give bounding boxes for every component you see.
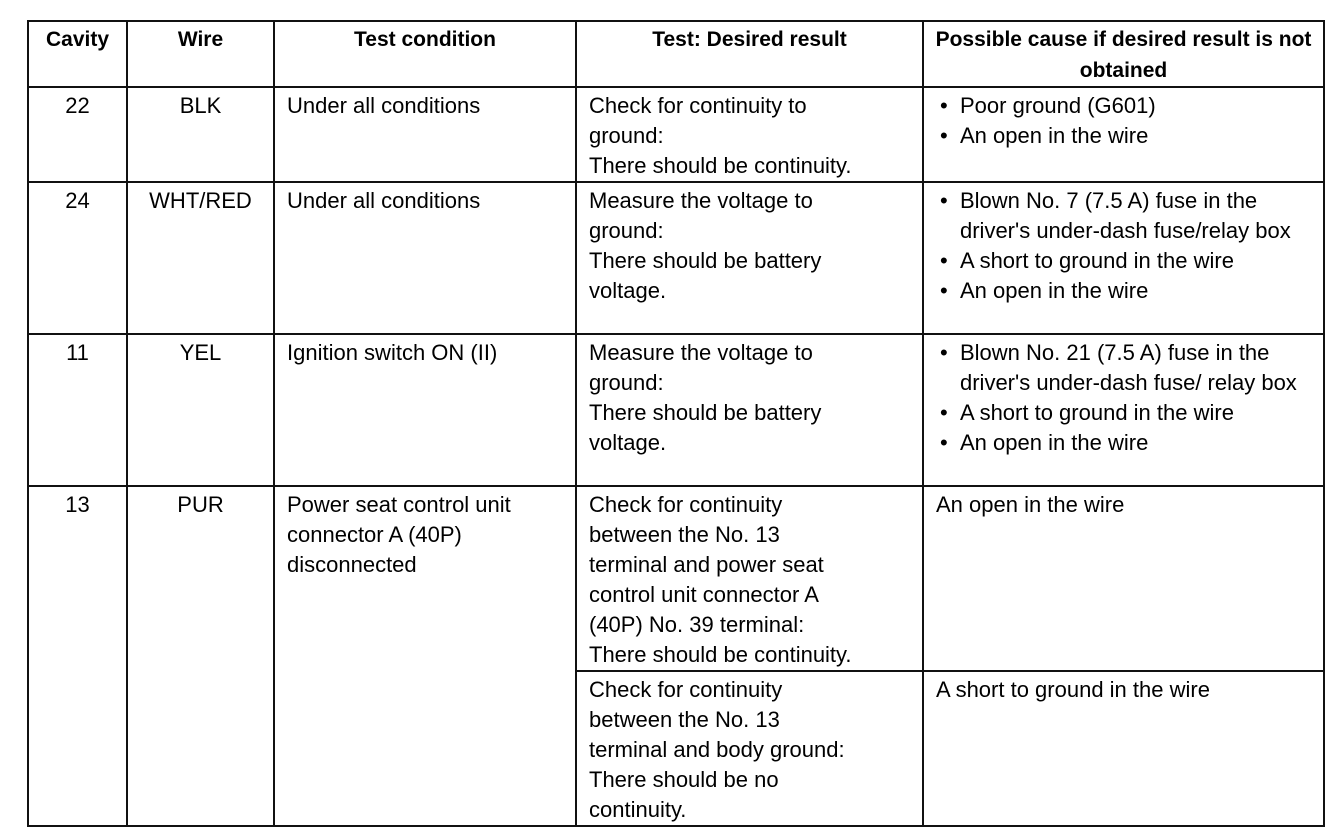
cavity-cell: 24 <box>28 182 127 334</box>
result-cell: Check for continuity to ground: There should be continuity. <box>576 87 923 182</box>
header-desired-result: Test: Desired result <box>576 21 923 87</box>
cause-item: • A short to ground in the wire <box>936 246 1311 276</box>
wire-cell: YEL <box>127 334 274 486</box>
wire-cell: BLK <box>127 87 274 182</box>
header-possible-cause: Possible cause if desired result is not obtained <box>923 21 1324 87</box>
cause-cell <box>923 182 1324 334</box>
cause-item: • Blown No. 7 (7.5 A) fuse in the driver's under-dash fuse/relay box <box>936 186 1311 246</box>
cause-list <box>936 186 1311 306</box>
cavity-cell: 13 <box>28 486 127 826</box>
cause-item: • An open in the wire <box>936 428 1311 458</box>
header-row <box>28 21 1324 87</box>
table-row <box>28 334 1324 486</box>
cause-list <box>936 338 1311 458</box>
condition-cell: Under all conditions <box>274 182 576 334</box>
cavity-cell: 22 <box>28 87 127 182</box>
result-cell: Check for continuity between the No. 13 terminal and power seat control unit connector A (40P) No. 39 terminal: There should be continuity. <box>576 486 923 671</box>
table-row <box>28 486 1324 671</box>
cause-cell <box>923 87 1324 182</box>
table-row <box>28 87 1324 182</box>
condition-cell: Under all conditions <box>274 87 576 182</box>
wire-cell: PUR <box>127 486 274 826</box>
table-row <box>28 182 1324 334</box>
cause-item: • An open in the wire <box>936 276 1311 306</box>
result-cell: Check for continuity between the No. 13 terminal and body ground: There should be no continuity. <box>576 671 923 826</box>
cause-item: • Poor ground (G601) <box>936 91 1311 121</box>
wire-cell: WHT/RED <box>127 182 274 334</box>
condition-cell: Power seat control unit connector A (40P) disconnected <box>274 486 576 826</box>
header-cavity: Cavity <box>28 21 127 87</box>
cause-item: • A short to ground in the wire <box>936 398 1311 428</box>
result-cell: Measure the voltage to ground: There should be battery voltage. <box>576 182 923 334</box>
cause-item: • An open in the wire <box>936 121 1311 151</box>
condition-cell: Ignition switch ON (II) <box>274 334 576 486</box>
cause-cell: An open in the wire <box>923 486 1324 671</box>
header-wire: Wire <box>127 21 274 87</box>
result-cell: Measure the voltage to ground: There should be battery voltage. <box>576 334 923 486</box>
cause-cell <box>923 334 1324 486</box>
cause-list <box>936 91 1311 151</box>
cause-item: • Blown No. 21 (7.5 A) fuse in the driver's under-dash fuse/ relay box <box>936 338 1311 398</box>
diagnostic-table <box>27 20 1325 827</box>
cause-cell: A short to ground in the wire <box>923 671 1324 826</box>
cavity-cell: 11 <box>28 334 127 486</box>
header-test-condition: Test condition <box>274 21 576 87</box>
